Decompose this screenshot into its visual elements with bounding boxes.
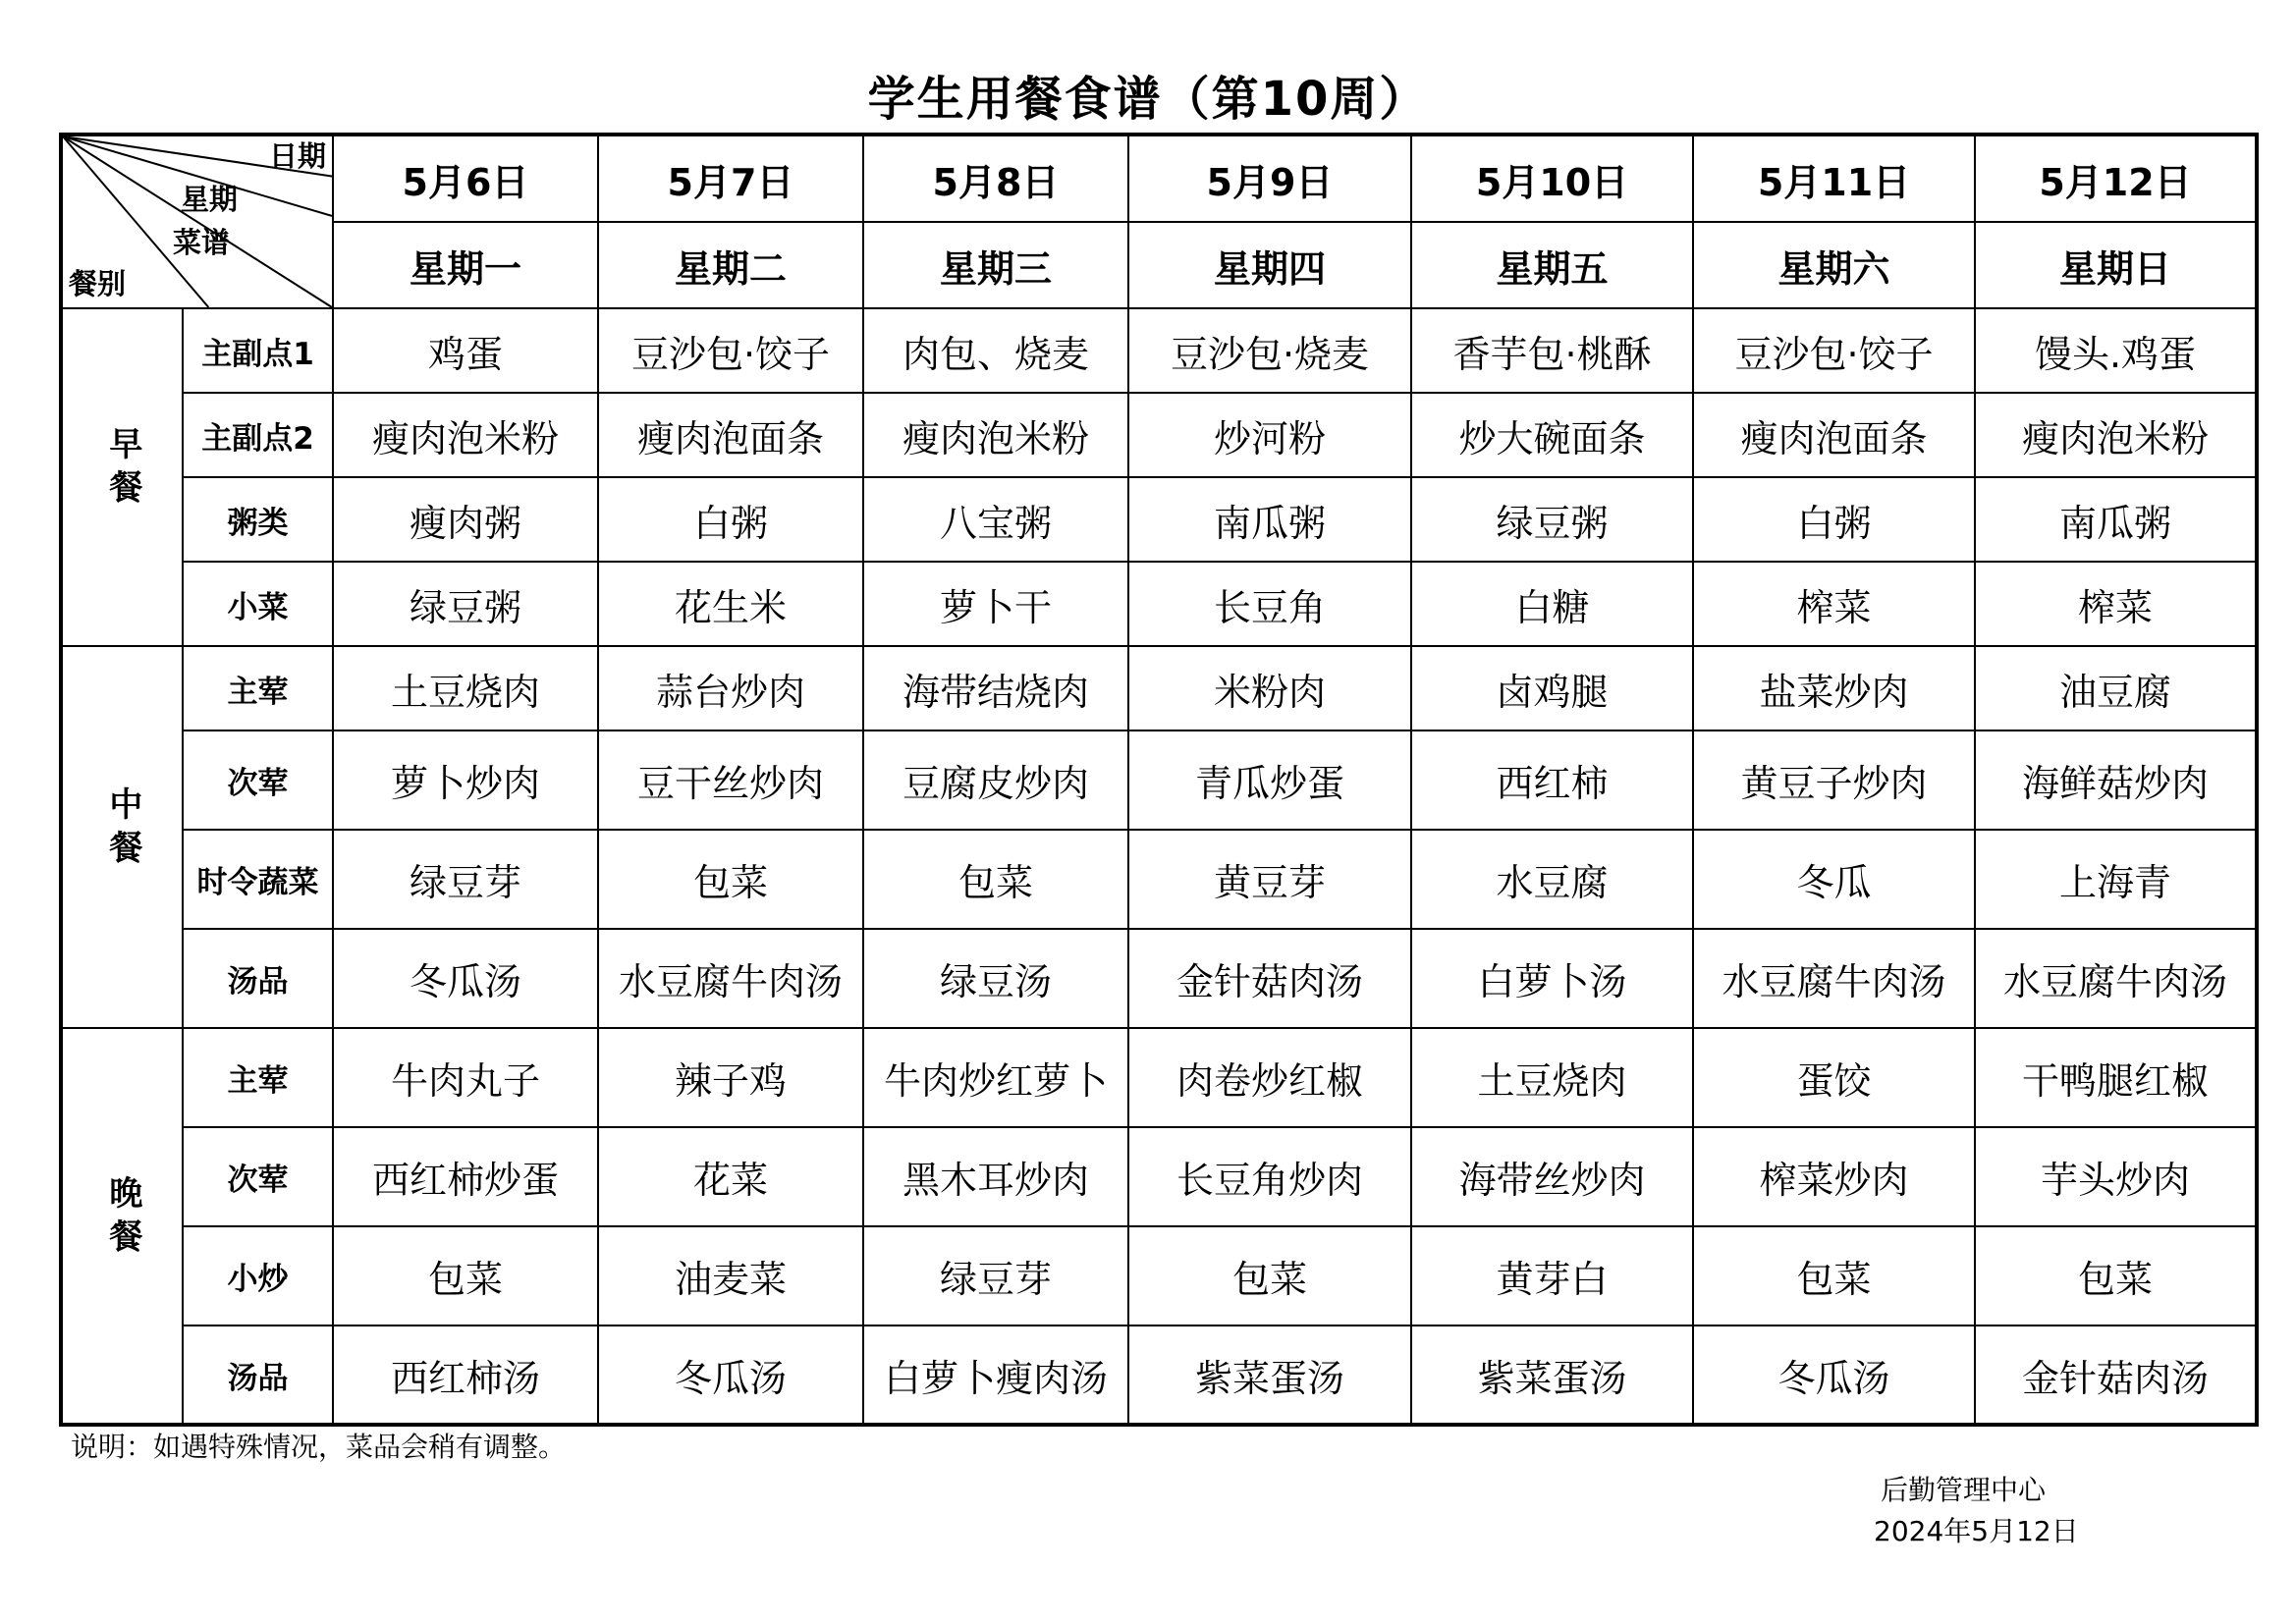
dish-cell: 土豆烧肉 xyxy=(333,646,598,730)
dish-cell: 炒大碗面条 xyxy=(1411,393,1693,477)
dish-cell: 豆沙包·饺子 xyxy=(598,308,863,393)
corner-meal-label: 餐别 xyxy=(69,267,127,300)
category-label: 次荤 xyxy=(183,1127,333,1226)
menu-row xyxy=(61,477,2257,562)
corner-recipe-label: 菜谱 xyxy=(173,226,231,259)
meal-label xyxy=(61,1028,183,1425)
dish-cell: 绿豆芽 xyxy=(863,1226,1128,1325)
dish-cell: 黄豆芽 xyxy=(1128,830,1411,929)
dish-cell: 肉包、烧麦 xyxy=(863,308,1128,393)
dish-cell: 油豆腐 xyxy=(1975,646,2257,730)
dish-cell: 牛肉炒红萝卜 xyxy=(863,1028,1128,1127)
dish-cell: 瘦肉泡米粉 xyxy=(1975,393,2257,477)
date-header: 5月9日 xyxy=(1128,135,1411,222)
date-header: 5月8日 xyxy=(863,135,1128,222)
corner-week-label: 星期 xyxy=(181,183,239,216)
dish-cell: 榨菜 xyxy=(1975,562,2257,646)
dish-cell: 包菜 xyxy=(333,1226,598,1325)
dish-cell: 花生米 xyxy=(598,562,863,646)
meal-label-text: 中餐 xyxy=(102,785,142,873)
meal-label xyxy=(61,308,183,646)
dish-cell: 西红柿炒蛋 xyxy=(333,1127,598,1226)
dish-cell: 馒头.鸡蛋 xyxy=(1975,308,2257,393)
dish-cell: 长豆角炒肉 xyxy=(1128,1127,1411,1226)
dish-cell: 白萝卜瘦肉汤 xyxy=(863,1325,1128,1425)
dish-cell: 瘦肉泡面条 xyxy=(598,393,863,477)
dish-cell: 肉卷炒红椒 xyxy=(1128,1028,1411,1127)
dish-cell: 牛肉丸子 xyxy=(333,1028,598,1127)
dish-cell: 西红柿汤 xyxy=(333,1325,598,1425)
dish-cell: 白糖 xyxy=(1411,562,1693,646)
dish-cell: 长豆角 xyxy=(1128,562,1411,646)
dish-cell: 包菜 xyxy=(1693,1226,1975,1325)
dish-cell: 青瓜炒蛋 xyxy=(1128,730,1411,830)
header-corner-cell xyxy=(61,135,333,308)
date-header: 5月7日 xyxy=(598,135,863,222)
dish-cell: 萝卜炒肉 xyxy=(333,730,598,830)
dish-cell: 包菜 xyxy=(863,830,1128,929)
dish-cell: 黑木耳炒肉 xyxy=(863,1127,1128,1226)
dish-cell: 芋头炒肉 xyxy=(1975,1127,2257,1226)
dish-cell: 豆沙包·饺子 xyxy=(1693,308,1975,393)
category-label: 小菜 xyxy=(183,562,333,646)
category-label: 粥类 xyxy=(183,477,333,562)
menu-row xyxy=(61,730,2257,830)
dish-cell: 水豆腐牛肉汤 xyxy=(1693,929,1975,1028)
dish-cell: 瘦肉粥 xyxy=(333,477,598,562)
meal-label xyxy=(61,646,183,1028)
dish-cell: 紫菜蛋汤 xyxy=(1128,1325,1411,1425)
dish-cell: 南瓜粥 xyxy=(1975,477,2257,562)
menu-row xyxy=(61,393,2257,477)
meal-label-text: 晚餐 xyxy=(102,1174,142,1262)
dish-cell: 蒜台炒肉 xyxy=(598,646,863,730)
dish-cell: 萝卜干 xyxy=(863,562,1128,646)
category-label: 时令蔬菜 xyxy=(183,830,333,929)
dish-cell: 白萝卜汤 xyxy=(1411,929,1693,1028)
dish-cell: 海带丝炒肉 xyxy=(1411,1127,1693,1226)
dish-cell: 紫菜蛋汤 xyxy=(1411,1325,1693,1425)
category-label: 汤品 xyxy=(183,929,333,1028)
weekday-header: 星期四 xyxy=(1128,222,1411,308)
dish-cell: 豆腐皮炒肉 xyxy=(863,730,1128,830)
note-text: 说明：如遇特殊情况，菜品会稍有调整。 xyxy=(71,1431,567,1463)
dish-cell: 金针菇肉汤 xyxy=(1975,1325,2257,1425)
category-label: 小炒 xyxy=(183,1226,333,1325)
weekday-header: 星期五 xyxy=(1411,222,1693,308)
menu-row xyxy=(61,830,2257,929)
dish-cell: 绿豆粥 xyxy=(1411,477,1693,562)
dish-cell: 冬瓜汤 xyxy=(333,929,598,1028)
dish-cell: 包菜 xyxy=(598,830,863,929)
dish-cell: 卤鸡腿 xyxy=(1411,646,1693,730)
menu-row xyxy=(61,1127,2257,1226)
menu-row xyxy=(61,1325,2257,1425)
category-label: 主副点1 xyxy=(183,308,333,393)
category-label: 主荤 xyxy=(183,646,333,730)
dish-cell: 辣子鸡 xyxy=(598,1028,863,1127)
dish-cell: 白粥 xyxy=(598,477,863,562)
dish-cell: 包菜 xyxy=(1975,1226,2257,1325)
menu-row xyxy=(61,929,2257,1028)
menu-row xyxy=(61,646,2257,730)
dish-cell: 南瓜粥 xyxy=(1128,477,1411,562)
dish-cell: 金针菇肉汤 xyxy=(1128,929,1411,1028)
dish-cell: 包菜 xyxy=(1128,1226,1411,1325)
dish-cell: 西红柿 xyxy=(1411,730,1693,830)
menu-row xyxy=(61,1028,2257,1127)
dish-cell: 盐菜炒肉 xyxy=(1693,646,1975,730)
menu-row xyxy=(61,562,2257,646)
dish-cell: 冬瓜 xyxy=(1693,830,1975,929)
page-title: 学生用餐食谱（第10周） xyxy=(867,72,1429,127)
weekday-header: 星期三 xyxy=(863,222,1128,308)
dish-cell: 花菜 xyxy=(598,1127,863,1226)
footer-date: 2024年5月12日 xyxy=(1874,1515,2079,1547)
corner-date-label: 日期 xyxy=(268,139,326,173)
date-header: 5月11日 xyxy=(1693,135,1975,222)
dish-cell: 鸡蛋 xyxy=(333,308,598,393)
dish-cell: 白粥 xyxy=(1693,477,1975,562)
dish-cell: 海鲜菇炒肉 xyxy=(1975,730,2257,830)
dish-cell: 八宝粥 xyxy=(863,477,1128,562)
dish-cell: 瘦肉泡米粉 xyxy=(863,393,1128,477)
dish-cell: 香芋包·桃酥 xyxy=(1411,308,1693,393)
date-header: 5月10日 xyxy=(1411,135,1693,222)
dish-cell: 土豆烧肉 xyxy=(1411,1028,1693,1127)
dish-cell: 油麦菜 xyxy=(598,1226,863,1325)
dish-cell: 瘦肉泡面条 xyxy=(1693,393,1975,477)
menu-row xyxy=(61,308,2257,393)
dish-cell: 黄豆子炒肉 xyxy=(1693,730,1975,830)
weekday-header: 星期二 xyxy=(598,222,863,308)
category-label: 主副点2 xyxy=(183,393,333,477)
dish-cell: 蛋饺 xyxy=(1693,1028,1975,1127)
dish-cell: 绿豆汤 xyxy=(863,929,1128,1028)
dish-cell: 黄芽白 xyxy=(1411,1226,1693,1325)
weekday-header: 星期六 xyxy=(1693,222,1975,308)
footer-org: 后勤管理中心 xyxy=(1881,1474,2047,1506)
dish-cell: 绿豆芽 xyxy=(333,830,598,929)
dish-cell: 豆沙包·烧麦 xyxy=(1128,308,1411,393)
menu-row xyxy=(61,1226,2257,1325)
category-label: 主荤 xyxy=(183,1028,333,1127)
dish-cell: 冬瓜汤 xyxy=(1693,1325,1975,1425)
meal-label-text: 早餐 xyxy=(102,426,142,514)
dish-cell: 炒河粉 xyxy=(1128,393,1411,477)
dish-cell: 米粉肉 xyxy=(1128,646,1411,730)
weekday-header: 星期一 xyxy=(333,222,598,308)
dish-cell: 豆干丝炒肉 xyxy=(598,730,863,830)
dish-cell: 绿豆粥 xyxy=(333,562,598,646)
category-label: 次荤 xyxy=(183,730,333,830)
weekday-header: 星期日 xyxy=(1975,222,2257,308)
dish-cell: 榨菜 xyxy=(1693,562,1975,646)
dish-cell: 上海青 xyxy=(1975,830,2257,929)
category-label: 汤品 xyxy=(183,1325,333,1425)
dish-cell: 海带结烧肉 xyxy=(863,646,1128,730)
dish-cell: 干鸭腿红椒 xyxy=(1975,1028,2257,1127)
dish-cell: 瘦肉泡米粉 xyxy=(333,393,598,477)
dish-cell: 水豆腐牛肉汤 xyxy=(1975,929,2257,1028)
dish-cell: 水豆腐牛肉汤 xyxy=(598,929,863,1028)
dish-cell: 水豆腐 xyxy=(1411,830,1693,929)
date-header: 5月12日 xyxy=(1975,135,2257,222)
dish-cell: 冬瓜汤 xyxy=(598,1325,863,1425)
menu-table xyxy=(59,133,2259,1427)
dish-cell: 榨菜炒肉 xyxy=(1693,1127,1975,1226)
date-header: 5月6日 xyxy=(333,135,598,222)
